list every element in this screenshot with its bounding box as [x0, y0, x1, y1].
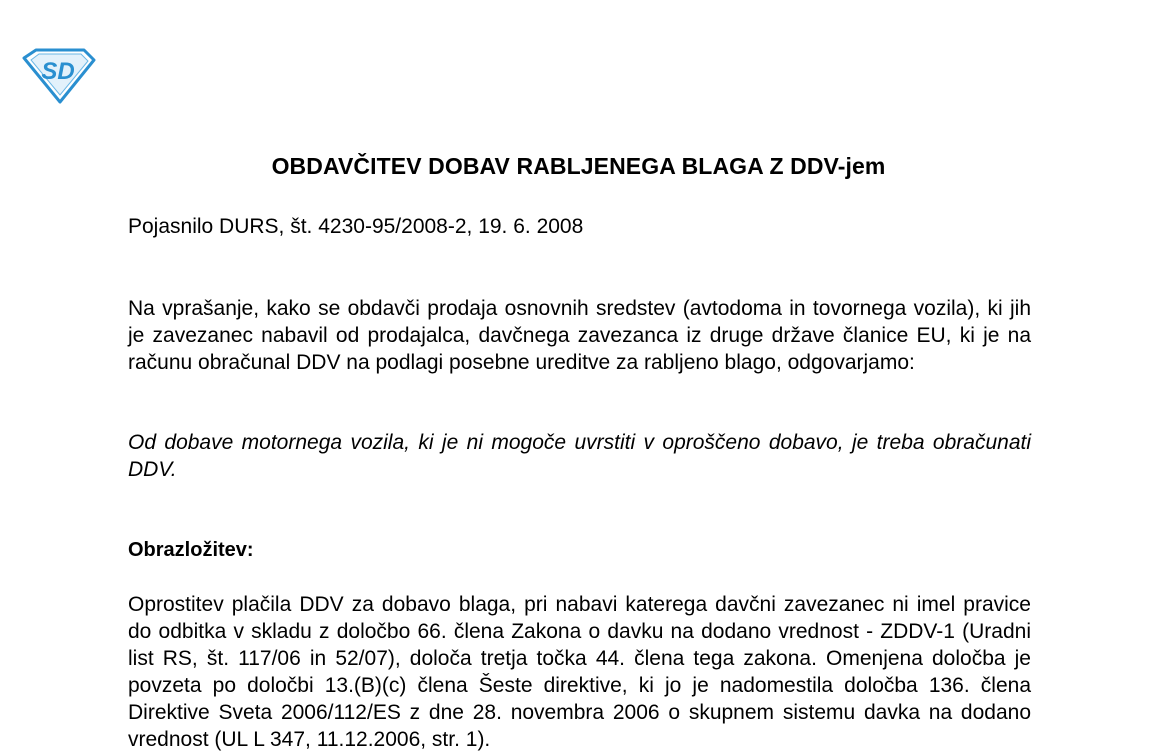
document-subtitle: Pojasnilo DURS, št. 4230-95/2008-2, 19. 6. 2008 — [128, 215, 584, 238]
question-paragraph: Na vprašanje, kako se obdavči prodaja osnovnih sredstev (avtodoma in tovornega vozila), ki jih je zavezanec nabavil od prodajalca, davčnega zavezanca iz druge države članice EU, ki je na računu obračunal DDV na podlagi posebne ureditve za rabljeno blago, odgovarjamo: — [128, 297, 1031, 374]
document-title: OBDAVČITEV DOBAV RABLJENEGA BLAGA Z DDV-jem — [271, 153, 886, 179]
answer-paragraph: Od dobave motornega vozila, ki je ni mogoče uvrstiti v oproščeno dobavo, je treba obračunati DDV. — [128, 431, 1031, 481]
logo-text: SD — [41, 58, 75, 85]
explanation-heading: Obrazložitev: — [128, 539, 254, 561]
company-logo — [22, 48, 96, 104]
explanation-paragraph: Oprostitev plačila DDV za dobavo blaga, pri nabavi katerega davčni zavezanec ni imel pravice do odbitka v skladu z določbo 66. člena Zakona o davku na dodano vrednost - ZDDV-1 (Uradni list RS, št. 117/06 in 52/07), določa tretja točka 44. člena tega zakona. Omenjena določba je povzeta po določbi 13.(B)(c) člena Šeste direktive, ki jo je nadomestila določba 136. člena Direktive Sveta 2006/112/ES z dne 28. novembra 2006 o skupnem sistemu davka na dodano vrednost (UL L 347, 11.12.2006, str. 1). — [128, 593, 1031, 751]
